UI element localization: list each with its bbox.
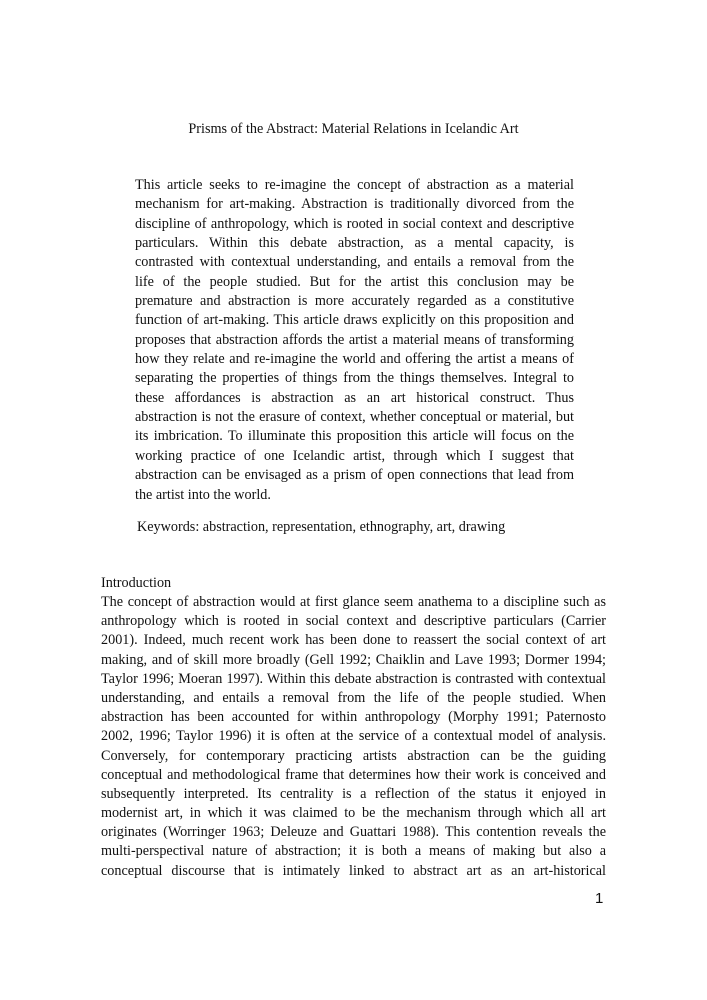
- body-line: modernist art, in which it was claimed to be the mechanism through which all art: [101, 805, 606, 822]
- body-line: 2002, 1996; Taylor 1996) it is often at the service of a contextual model of analysis.: [101, 728, 606, 745]
- abstract-line: mechanism for art-making. Abstraction is traditionally divorced from the: [135, 196, 574, 213]
- abstract-line: function of art-making. This article draws explicitly on this proposition and: [135, 312, 574, 329]
- body-line: abstraction has been accounted for within anthropology (Morphy 1991; Paternosto: [101, 709, 606, 726]
- abstract-line: how they relate and re-imagine the world and offering the artist a means of: [135, 351, 574, 368]
- body-line: multi-perspectival nature of abstraction; it is both a means of making but also a: [101, 843, 606, 860]
- abstract-line: working practice of one Icelandic artist, through which I suggest that: [135, 447, 574, 464]
- abstract-line: life of the people studied. But for the artist this conclusion may be: [135, 273, 574, 290]
- body-line: conceptual discourse that is intimately linked to abstract art as an art-historical: [101, 862, 606, 879]
- abstract-line: abstraction can be envisaged as a prism of open connections that lead from: [135, 467, 574, 484]
- abstract-line: contrasted with contextual understanding, and entails a removal from the: [135, 254, 574, 271]
- paper-title: Prisms of the Abstract: Material Relations in Icelandic Art: [188, 121, 519, 137]
- body-text: [101, 593, 606, 881]
- section-heading: Introduction: [101, 575, 172, 591]
- body-line: The concept of abstraction would at first glance seem anathema to a discipline such as: [101, 594, 606, 610]
- body-line: understanding, and entails a removal from the life of the people studied. When: [101, 689, 606, 706]
- page-number: 1: [595, 890, 604, 907]
- abstract-line: these affordances is abstraction as an art historical construct. Thus: [135, 389, 574, 406]
- body-line: conceptual and methodological frame that determines how their work is conceived and: [101, 766, 606, 783]
- abstract-line: particulars. Within this debate abstraction, as a mental capacity, is: [135, 235, 574, 252]
- body-line: originates (Worringer 1963; Deleuze and Guattari 1988). This contention reveals the: [101, 824, 606, 841]
- body-line: anthropology which is rooted in social context and descriptive particulars (Carrier: [101, 613, 606, 630]
- body-line: making, and of skill more broadly (Gell 1992; Chaiklin and Lave 1993; Dormer 1994;: [101, 651, 606, 668]
- abstract-line: proposes that abstraction affords the artist a material means of transforming: [135, 331, 574, 348]
- body-line: Taylor 1996; Moeran 1997). Within this debate abstraction is contrasted with contextual: [101, 670, 606, 687]
- abstract-line: This article seeks to re-imagine the concept of abstraction as a material: [135, 177, 574, 193]
- abstract-line: premature and abstraction is more accurately regarded as a constitutive: [135, 293, 574, 310]
- abstract-line: the artist into the world.: [135, 486, 271, 503]
- keywords: Keywords: abstraction, representation, ethnography, art, drawing: [137, 519, 506, 535]
- body-line: Conversely, for contemporary practicing artists abstraction can be the guiding: [101, 747, 606, 764]
- body-line: subsequently interpreted. Its centrality is a reflection of the status it enjoyed in: [101, 785, 606, 802]
- body-line: 2001). Indeed, much recent work has been done to reassert the social context of art: [101, 632, 606, 649]
- abstract-line: abstraction is not the erasure of context, whether conceptual or material, but: [135, 409, 574, 426]
- abstract-line: separating the properties of things from the things themselves. Integral to: [135, 370, 574, 387]
- abstract-line: discipline of anthropology, which is rooted in social context and descriptive: [135, 215, 574, 232]
- abstract: [135, 176, 574, 505]
- abstract-line: its imbrication. To illuminate this proposition this article will focus on the: [135, 428, 574, 445]
